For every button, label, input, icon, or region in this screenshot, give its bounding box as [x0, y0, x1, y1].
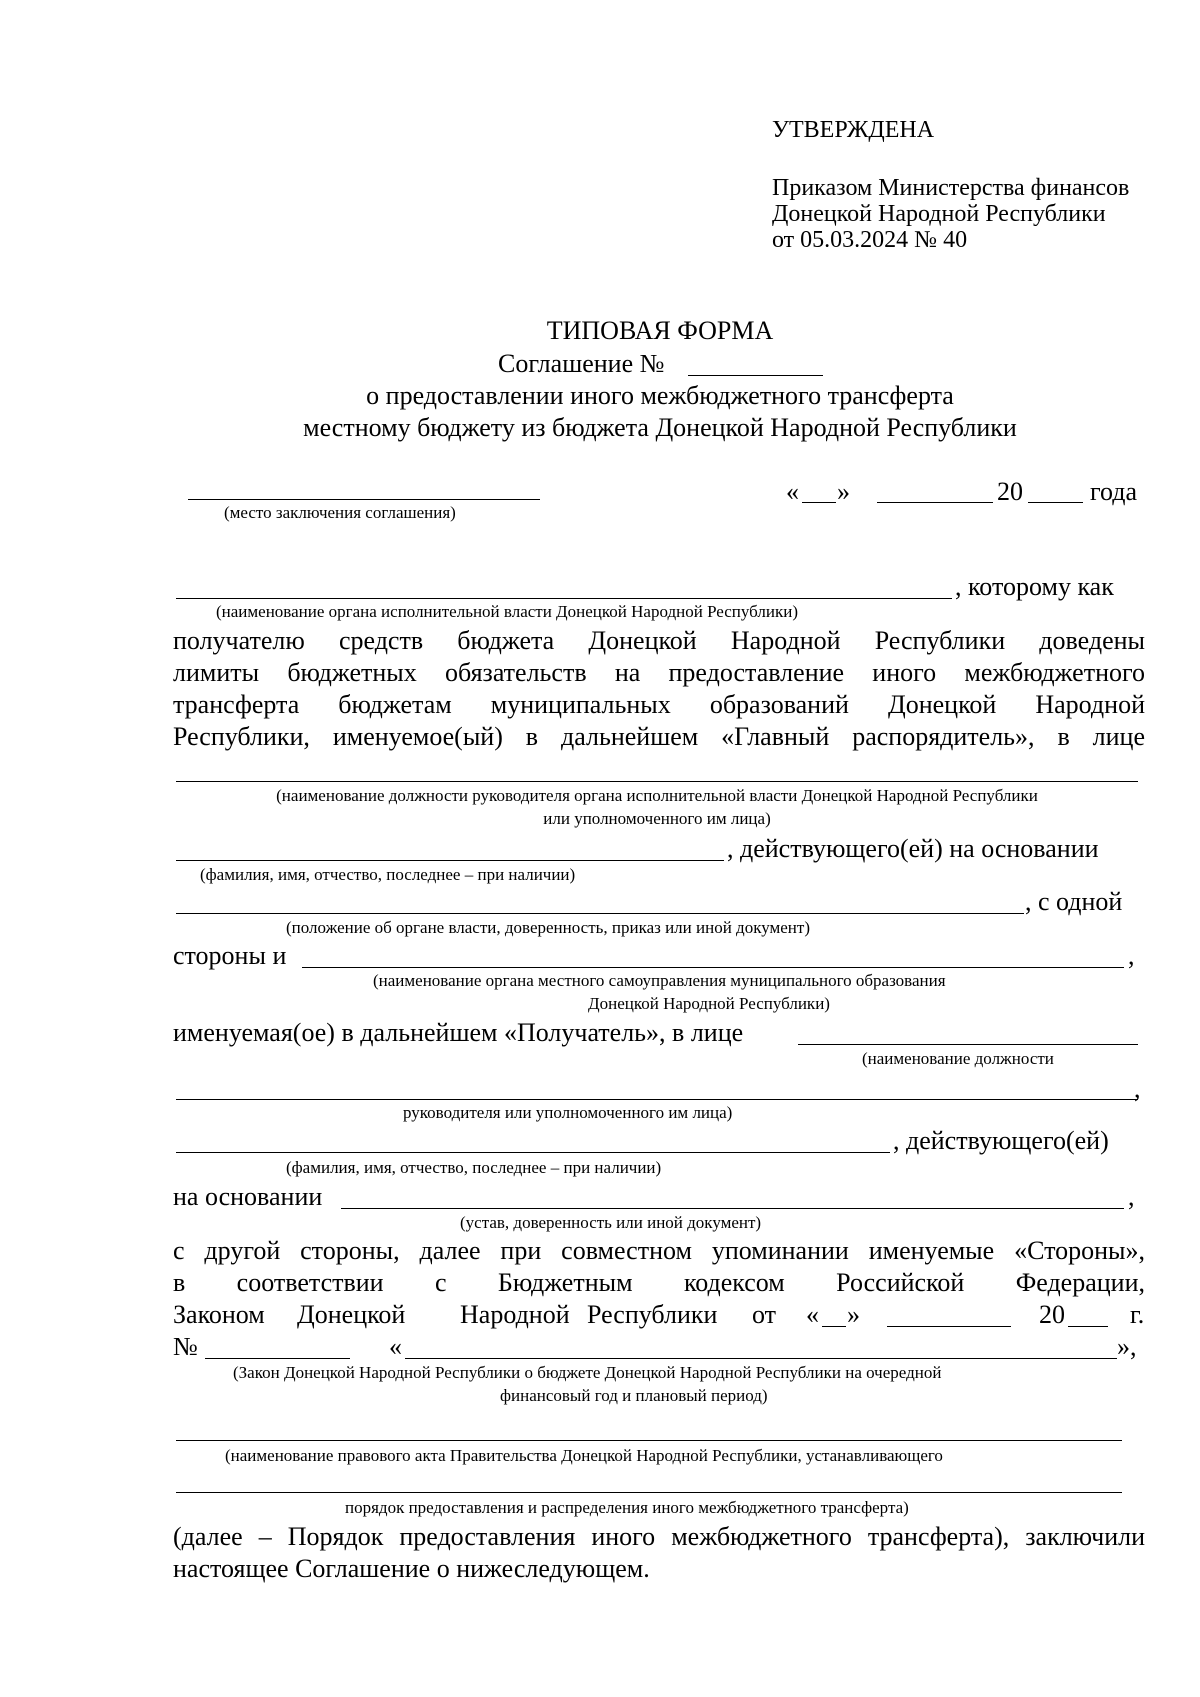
gov-act-caption-2: порядок предоставления и распределения иного межбюджетного трансферта) — [345, 1498, 909, 1517]
law-name-caption-2: финансовый год и плановый период) — [500, 1386, 768, 1405]
head-position-blank[interactable] — [176, 781, 1138, 782]
form-title: ТИПОВАЯ ФОРМА — [546, 316, 774, 345]
p5-start: стороны и — [173, 941, 287, 970]
approval-order-line2: Донецкой Народной Республики — [772, 201, 1106, 227]
executive-body-caption: (наименование органа исполнительной власти Донецкой Народной Республики) — [216, 602, 799, 621]
law-day-blank[interactable] — [822, 1326, 846, 1327]
law-number-sign: № — [173, 1332, 198, 1361]
recipient-basis-blank[interactable] — [341, 1208, 1124, 1209]
p2-line3: трансферта бюджетам муниципальных образований Донецкой Народной — [173, 690, 1145, 719]
p4-end: , с одной — [1025, 887, 1123, 916]
head-position-caption-1: (наименование должности руководителя органа исполнительной власти Донецкой Народной Республики — [276, 786, 1038, 805]
p14-line1: (далее – Порядок предоставления иного межбюджетного трансферта), заключили — [173, 1522, 1145, 1551]
p8-comma: , — [1128, 1182, 1135, 1211]
p8-start: на основании — [173, 1182, 323, 1211]
recipient-position-blank-1[interactable] — [798, 1044, 1138, 1045]
approval-order-line3: от 05.03.2024 № 40 — [772, 227, 968, 253]
basis-doc-caption: (положение об органе власти, доверенность, приказ или иной документ) — [286, 918, 810, 937]
date-quote-close: » — [837, 477, 850, 506]
municipal-body-blank[interactable] — [302, 967, 1124, 968]
p11-end: », — [1117, 1332, 1137, 1361]
title-subject-line2: местному бюджету из бюджета Донецкой Народной Республики — [303, 413, 1017, 442]
gov-act-caption-1: (наименование правового акта Правительства Донецкой Народной Республики, устанавливающего — [225, 1446, 943, 1465]
recipient-position-blank-2[interactable] — [176, 1099, 1138, 1100]
date-year-suffix: года — [1090, 477, 1138, 506]
law-name-blank[interactable] — [405, 1358, 1117, 1359]
recipient-fio-blank[interactable] — [176, 1152, 890, 1153]
p10-w5: от — [752, 1300, 777, 1329]
p10-w2: Донецкой — [297, 1300, 406, 1329]
p6-comma: , — [1134, 1074, 1141, 1103]
p2-line2: лимиты бюджетных обязательств на предоставление иного межбюджетного — [173, 658, 1145, 687]
law-year-suffix: г. — [1130, 1300, 1145, 1329]
law-date-quote-close: » — [847, 1300, 860, 1329]
law-number-blank[interactable] — [205, 1358, 350, 1359]
law-name-caption-1: (Закон Донецкой Народной Республики о бюджете Донецкой Народной Республики на очередной — [233, 1363, 942, 1382]
gov-act-blank-1[interactable] — [176, 1440, 1122, 1441]
title-subject-line1: о предоставлении иного межбюджетного трансферта — [366, 381, 954, 410]
executive-body-blank[interactable] — [176, 598, 952, 599]
place-caption: (место заключения соглашения) — [224, 503, 456, 522]
municipal-body-caption-2: Донецкой Народной Республики) — [588, 994, 830, 1013]
head-position-caption-2: или уполномоченного им лица) — [543, 809, 771, 828]
p10-w3: Народной — [460, 1300, 570, 1329]
law-month-blank[interactable] — [887, 1326, 1011, 1327]
date-quote-open: « — [786, 477, 799, 506]
p7-end: , действующего(ей) — [893, 1126, 1109, 1155]
law-year-blank[interactable] — [1068, 1326, 1108, 1327]
head-fio-blank[interactable] — [176, 860, 724, 861]
date-year-prefix: 20 — [997, 477, 1023, 506]
p5-comma: , — [1128, 941, 1135, 970]
date-day-blank[interactable] — [802, 502, 836, 503]
approval-stamp: УТВЕРЖДЕНА — [772, 117, 935, 143]
recipient-fio-caption: (фамилия, имя, отчество, последнее – при наличии) — [286, 1158, 662, 1177]
gov-act-blank-2[interactable] — [176, 1492, 1122, 1493]
municipal-body-caption-1: (наименование органа местного самоуправления муниципального образования — [373, 971, 946, 990]
p6: именуемая(ое) в дальнейшем «Получатель», в лице — [173, 1018, 744, 1047]
p1-end: , которому как — [955, 572, 1114, 601]
place-blank[interactable] — [188, 499, 540, 500]
p10-w1: Законом — [173, 1300, 265, 1329]
p9-line2: в соответствии с Бюджетным кодексом Российской Федерации, — [173, 1268, 1145, 1297]
approval-order-line1: Приказом Министерства финансов — [772, 175, 1130, 201]
p14-line2: настоящее Соглашение о нижеследующем. — [173, 1554, 650, 1583]
head-fio-caption: (фамилия, имя, отчество, последнее – при наличии) — [200, 865, 576, 884]
law-date-quote-open: « — [806, 1300, 819, 1329]
law-name-quote-open: « — [389, 1332, 402, 1361]
recipient-position-caption-1: (наименование должности — [862, 1049, 1054, 1068]
recipient-basis-caption: (устав, доверенность или иной документ) — [460, 1213, 762, 1232]
agreement-number-label: Соглашение № — [498, 349, 665, 378]
p3-end: , действующего(ей) на основании — [727, 834, 1099, 863]
basis-doc-blank[interactable] — [176, 913, 1024, 914]
date-month-blank[interactable] — [877, 502, 993, 503]
p9-line1: с другой стороны, далее при совместном упоминании именуемые «Стороны», — [173, 1236, 1145, 1265]
p10-w4: Республики — [587, 1300, 718, 1329]
date-year-blank[interactable] — [1028, 502, 1083, 503]
agreement-number-blank[interactable] — [688, 375, 823, 376]
recipient-position-caption-2: руководителя или уполномоченного им лица) — [403, 1103, 733, 1122]
p2-line4: Республики, именуемое(ый) в дальнейшем «Главный распорядитель», в лице — [173, 722, 1145, 751]
law-year-prefix: 20 — [1039, 1300, 1065, 1329]
p2-line1: получателю средств бюджета Донецкой Народной Республики доведены — [173, 626, 1145, 655]
